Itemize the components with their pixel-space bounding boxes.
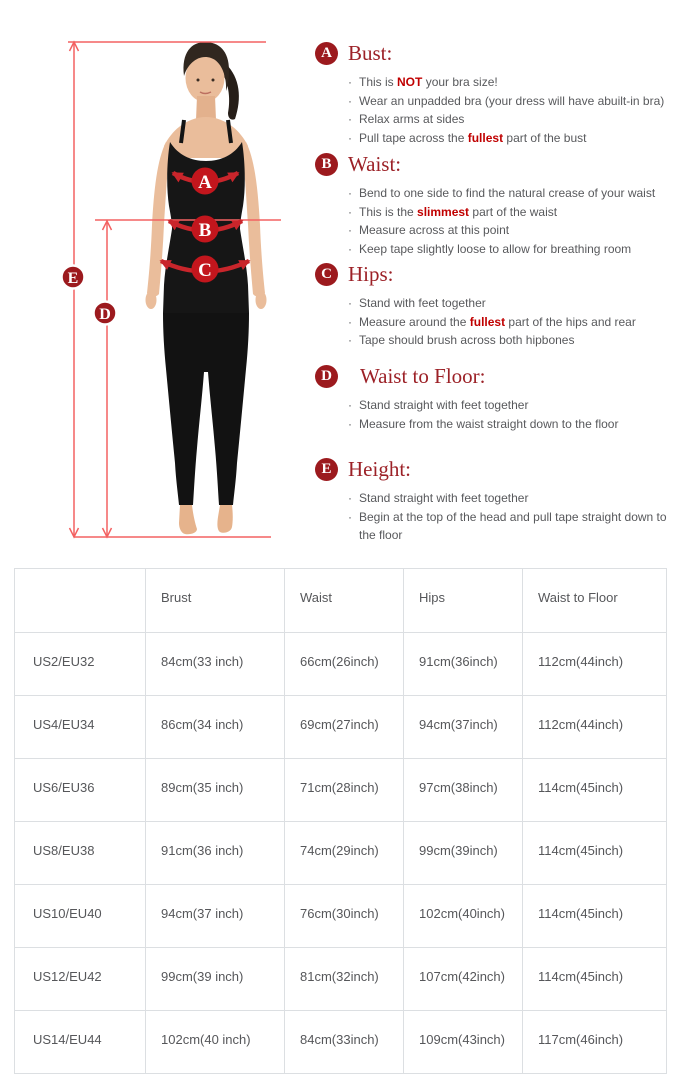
highlighted-term: slimmest bbox=[417, 204, 470, 219]
measurement-cell: 97cm(38inch) bbox=[404, 759, 523, 822]
instruction-bullet: · Pull tape across the fullest part of the bust bbox=[348, 129, 671, 148]
table-row bbox=[15, 633, 667, 696]
measurement-cell: 89cm(35 inch) bbox=[146, 759, 285, 822]
section-title: Height: bbox=[348, 457, 411, 481]
measurement-cell: 84cm(33inch) bbox=[285, 1011, 404, 1074]
measuring-figure bbox=[0, 0, 310, 560]
bullet-dot: · bbox=[348, 296, 352, 310]
section-d bbox=[315, 364, 671, 433]
section-badge: B bbox=[315, 153, 338, 176]
section-title: Waist to Floor: bbox=[360, 364, 486, 388]
size-table-body bbox=[15, 633, 667, 1074]
measurement-cell: 66cm(26inch) bbox=[285, 633, 404, 696]
section-bullets bbox=[348, 396, 671, 433]
bullet-dot: · bbox=[348, 398, 352, 412]
measurement-cell: 99cm(39 inch) bbox=[146, 948, 285, 1011]
column-header: Waist to Floor bbox=[523, 569, 667, 633]
size-table bbox=[14, 568, 667, 1074]
measurement-cell: 102cm(40inch) bbox=[404, 885, 523, 948]
section-e bbox=[315, 457, 671, 545]
line-arrowheads bbox=[67, 42, 112, 537]
highlighted-term: fullest bbox=[469, 314, 506, 329]
size-label-cell: US12/EU42 bbox=[15, 948, 146, 1011]
table-row bbox=[15, 696, 667, 759]
measurement-cell: 114cm(45inch) bbox=[523, 948, 667, 1011]
size-table-header-row bbox=[15, 569, 667, 633]
bullet-dot: · bbox=[348, 241, 352, 256]
section-bullets bbox=[348, 489, 671, 545]
bullet-dot: · bbox=[348, 314, 352, 329]
instruction-bullet: · Tape should brush across both hipbones bbox=[348, 331, 671, 350]
measurement-cell: 94cm(37 inch) bbox=[146, 885, 285, 948]
measurement-cell: 84cm(33 inch) bbox=[146, 633, 285, 696]
bullet-dot: · bbox=[348, 130, 352, 145]
instruction-bullet: · Measure from the waist straight down to the floor bbox=[348, 415, 671, 434]
instruction-bullet: · Stand straight with feet together bbox=[348, 489, 671, 508]
measurement-cell: 99cm(39inch) bbox=[404, 822, 523, 885]
bullet-dot: · bbox=[348, 509, 352, 524]
bullet-dot: · bbox=[348, 93, 352, 108]
instruction-bullet: · Measure across at this point bbox=[348, 221, 671, 240]
table-row bbox=[15, 1011, 667, 1074]
size-label-cell: US4/EU34 bbox=[15, 696, 146, 759]
column-header: Hips bbox=[404, 569, 523, 633]
measurement-cell: 107cm(42inch) bbox=[404, 948, 523, 1011]
measurement-cell: 94cm(37inch) bbox=[404, 696, 523, 759]
measurement-cell: 114cm(45inch) bbox=[523, 759, 667, 822]
instruction-bullet: · Wear an unpadded bra (your dress will have abuilt-in bra) bbox=[348, 92, 671, 111]
section-badge: E bbox=[315, 458, 338, 481]
bullet-dot: · bbox=[348, 112, 352, 127]
size-label-cell: US14/EU44 bbox=[15, 1011, 146, 1074]
instruction-bullet: · This is the slimmest part of the waist bbox=[348, 203, 671, 222]
instruction-bullet: · Measure around the fullest part of the hips and rear bbox=[348, 313, 671, 332]
section-title: Waist: bbox=[348, 152, 402, 176]
measurement-cell: 112cm(44inch) bbox=[523, 633, 667, 696]
model-figure bbox=[146, 42, 267, 534]
highlighted-term: fullest bbox=[467, 130, 504, 145]
corner-header bbox=[15, 569, 146, 633]
measurement-cell: 86cm(34 inch) bbox=[146, 696, 285, 759]
bullet-dot: · bbox=[348, 204, 352, 219]
size-label-cell: US6/EU36 bbox=[15, 759, 146, 822]
instruction-bullet: · Bend to one side to find the natural crease of your waist bbox=[348, 184, 671, 203]
table-row bbox=[15, 759, 667, 822]
instruction-bullet: · Begin at the top of the head and pull tape straight down to the floor bbox=[348, 508, 671, 545]
hips-badge-letter: C bbox=[198, 260, 212, 281]
height-badge-letter: E bbox=[67, 270, 79, 287]
section-badge: A bbox=[315, 42, 338, 65]
instruction-bullet: · Keep tape slightly loose to allow for breathing room bbox=[348, 240, 671, 259]
bullet-dot: · bbox=[348, 333, 352, 348]
measurement-cell: 102cm(40 inch) bbox=[146, 1011, 285, 1074]
bullet-dot: · bbox=[348, 491, 352, 505]
size-label-cell: US8/EU38 bbox=[15, 822, 146, 885]
bullet-dot: · bbox=[348, 75, 352, 89]
bullet-dot: · bbox=[348, 223, 352, 238]
measurement-cell: 81cm(32inch) bbox=[285, 948, 404, 1011]
size-label-cell: US10/EU40 bbox=[15, 885, 146, 948]
bust-badge-letter: A bbox=[198, 172, 212, 193]
section-title: Hips: bbox=[348, 262, 394, 286]
waist-badge-letter: B bbox=[198, 220, 212, 241]
size-label-cell: US2/EU32 bbox=[15, 633, 146, 696]
measurement-cell: 69cm(27inch) bbox=[285, 696, 404, 759]
measurement-cell: 117cm(46inch) bbox=[523, 1011, 667, 1074]
table-row bbox=[15, 822, 667, 885]
section-title: Bust: bbox=[348, 41, 393, 65]
section-badge: C bbox=[315, 263, 338, 286]
measurement-cell: 71cm(28inch) bbox=[285, 759, 404, 822]
measurement-cell: 74cm(29inch) bbox=[285, 822, 404, 885]
section-b bbox=[315, 152, 671, 258]
measurement-cell: 109cm(43inch) bbox=[404, 1011, 523, 1074]
bullet-dot: · bbox=[348, 416, 352, 431]
section-bullets bbox=[348, 184, 671, 258]
instruction-bullet: · Relax arms at sides bbox=[348, 110, 671, 129]
table-row bbox=[15, 885, 667, 948]
section-c bbox=[315, 262, 671, 350]
measurement-cell: 114cm(45inch) bbox=[523, 822, 667, 885]
column-header: Waist bbox=[285, 569, 404, 633]
measurement-cell: 91cm(36inch) bbox=[404, 633, 523, 696]
measurement-cell: 112cm(44inch) bbox=[523, 696, 667, 759]
instructions-panel bbox=[315, 41, 671, 553]
measurement-cell: 76cm(30inch) bbox=[285, 885, 404, 948]
bullet-dot: · bbox=[348, 186, 352, 200]
section-bullets bbox=[348, 294, 671, 350]
column-header: Brust bbox=[146, 569, 285, 633]
instruction-bullet: · Stand with feet together bbox=[348, 294, 671, 313]
measurement-cell: 114cm(45inch) bbox=[523, 885, 667, 948]
instruction-bullet: · This is NOT your bra size! bbox=[348, 73, 671, 92]
table-row bbox=[15, 948, 667, 1011]
instruction-bullet: · Stand straight with feet together bbox=[348, 396, 671, 415]
waist-to-floor-badge-letter: D bbox=[99, 306, 111, 323]
section-badge: D bbox=[315, 365, 338, 388]
figure-panel bbox=[0, 0, 310, 560]
section-a bbox=[315, 41, 671, 147]
highlighted-term: NOT bbox=[397, 75, 423, 89]
section-bullets bbox=[348, 73, 671, 147]
measurement-cell: 91cm(36 inch) bbox=[146, 822, 285, 885]
